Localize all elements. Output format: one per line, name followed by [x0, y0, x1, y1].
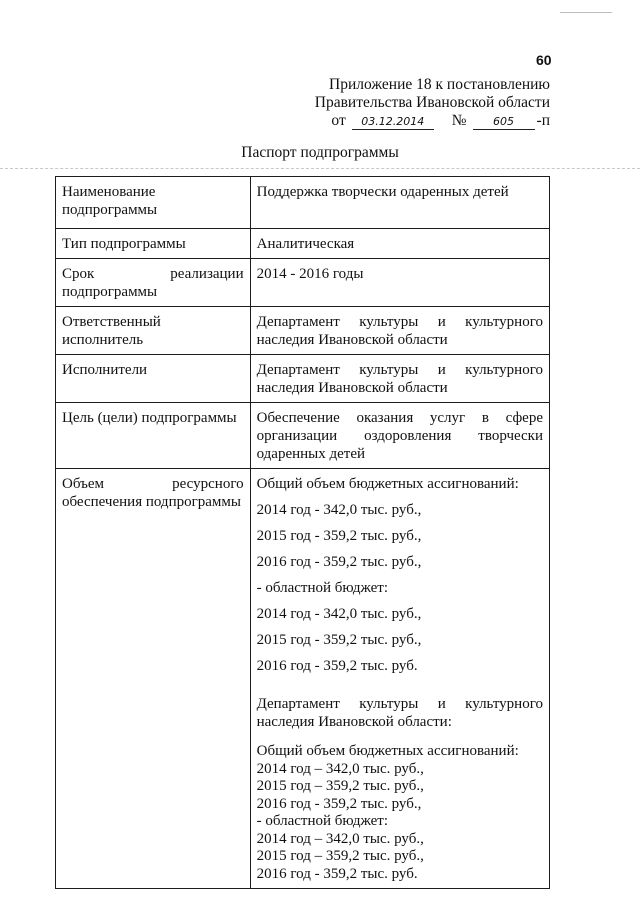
- funding-line: 2014 год – 342,0 тыс. руб.,: [256, 760, 424, 777]
- row-value: Поддержка творчески одаренных детей: [250, 177, 549, 229]
- table-row: [56, 355, 550, 403]
- table-row: [56, 229, 550, 259]
- funding-line: 2014 год - 342,0 тыс. руб.,: [256, 502, 422, 518]
- table-row: [56, 177, 550, 229]
- label-line: [62, 265, 244, 283]
- page-number: 60: [536, 52, 552, 68]
- label-line: обеспечения подпрограммы: [62, 494, 241, 510]
- handwritten-number: 605: [473, 115, 535, 130]
- row-label: [56, 259, 251, 307]
- handwritten-date: 03.12.2014: [352, 115, 434, 130]
- row-label: [56, 469, 251, 889]
- subprogram-passport-table: [55, 176, 550, 889]
- header-date-number-line: [315, 112, 550, 130]
- row-label: Ответственный исполнитель: [56, 307, 251, 355]
- row-label: Цель (цели) подпрограммы: [56, 403, 251, 469]
- label-line: подпрограммы: [62, 202, 158, 218]
- funding-line: 2015 год – 359,2 тыс. руб.,: [256, 778, 424, 794]
- funding-line: 2016 год - 359,2 тыс. руб.,: [256, 795, 422, 812]
- row-value: [250, 469, 549, 889]
- funding-department: Департамент культуры и культурного наследия Ивановской области:: [256, 696, 543, 730]
- funding-line: 2015 год - 359,2 тыс. руб.,: [256, 528, 422, 544]
- row-value: 2014 - 2016 годы: [250, 259, 549, 307]
- row-value: Департамент культуры и культурного наследия Ивановской области: [250, 307, 549, 355]
- table-row: [56, 403, 550, 469]
- label-line: подпрограммы: [62, 284, 158, 300]
- row-label: Исполнители: [56, 355, 251, 403]
- from-label: от: [331, 112, 346, 129]
- table-row: [56, 307, 550, 355]
- funding-line: - областной бюджет:: [256, 580, 389, 596]
- header-line-1: Приложение 18 к постановлению: [329, 76, 550, 93]
- spacer: [257, 683, 543, 695]
- row-value: Аналитическая: [250, 229, 549, 259]
- funding-line: 2015 год – 359,2 тыс. руб.,: [256, 848, 424, 864]
- table-row: [56, 259, 550, 307]
- document-header: [315, 76, 550, 130]
- funding-line: - областной бюджет:: [256, 813, 389, 829]
- funding-line: 2015 год - 359,2 тыс. руб.,: [256, 632, 422, 648]
- funding-line: 2016 год - 359,2 тыс. руб.: [256, 658, 418, 674]
- label-word: ресурсного: [172, 476, 244, 492]
- funding-line: Общий объем бюджетных ассигнований:: [256, 743, 519, 759]
- funding-line: 2016 год - 359,2 тыс. руб.,: [256, 554, 422, 570]
- row-value: Департамент культуры и культурного наследия Ивановской области: [250, 355, 549, 403]
- scan-artifact-line: [560, 12, 612, 13]
- number-suffix: -п: [536, 112, 550, 129]
- label-line: Наименование: [62, 184, 156, 200]
- row-label: Тип подпрограммы: [56, 229, 251, 259]
- label-line: [62, 475, 244, 493]
- funding-line: 2014 год – 342,0 тыс. руб.,: [256, 830, 424, 847]
- spacer: [257, 731, 543, 743]
- table-row: [56, 469, 550, 889]
- number-label: №: [451, 112, 467, 129]
- scan-artifact-dashed-line: [0, 168, 640, 169]
- row-label: [56, 177, 251, 229]
- row-value: Обеспечение оказания услуг в сфере организации оздоровления творчески одаренных детей: [250, 403, 549, 469]
- label-word: Объем: [62, 476, 104, 492]
- label-word: реализации: [170, 266, 244, 282]
- funding-line: 2016 год - 359,2 тыс. руб.: [256, 865, 418, 882]
- funding-line: Общий объем бюджетных ассигнований:: [256, 476, 519, 492]
- label-word: Срок: [62, 266, 95, 282]
- header-line-2: Правительства Ивановской области: [314, 94, 550, 111]
- document-title: Паспорт подпрограммы: [241, 144, 399, 161]
- funding-line: 2014 год - 342,0 тыс. руб.,: [256, 606, 422, 622]
